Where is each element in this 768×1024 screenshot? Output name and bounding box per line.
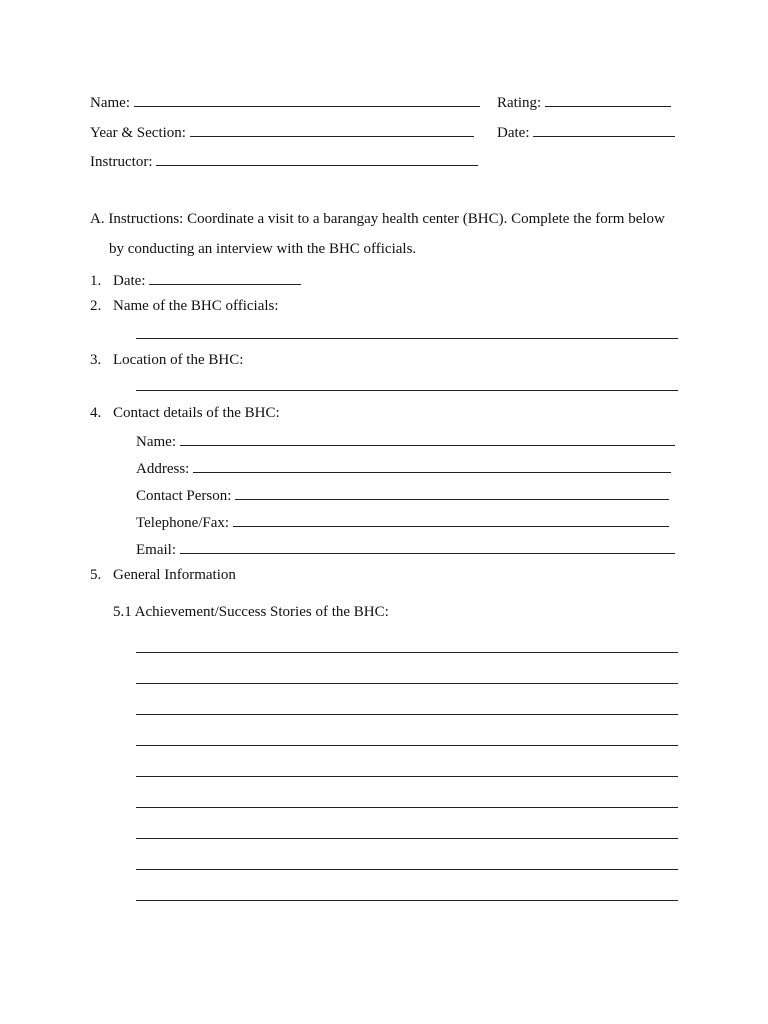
instructor-row [90,151,478,171]
answer-line[interactable] [136,683,678,684]
item-5-row [90,566,236,584]
answer-line[interactable] [136,776,678,777]
answer-line[interactable] [136,652,678,653]
item-4-label: Contact details of the BHC: [113,405,280,421]
contact-address-label: Address: [136,461,190,477]
contact-telephone-row [136,512,669,532]
year-section-row [90,122,474,142]
answer-line[interactable] [136,869,678,870]
rating-label: Rating: [497,95,542,111]
item-4-row [90,404,280,422]
contact-person-blank[interactable] [235,485,669,500]
item-2-row [90,297,279,315]
contact-address-row [136,458,671,478]
contact-name-label: Name: [136,434,176,450]
item-5-number: 5. [90,567,102,583]
contact-name-blank[interactable] [180,431,675,446]
answer-line[interactable] [136,807,678,808]
instructions-line-2 [109,240,416,258]
student-name-row [90,92,480,112]
contact-email-row [136,539,675,559]
contact-telephone-label: Telephone/Fax: [136,515,230,531]
rating-row [497,92,671,112]
item-1-label: Date: [113,273,146,289]
instructions-line-1 [90,210,665,228]
contact-person-label: Contact Person: [136,488,232,504]
contact-email-blank[interactable] [180,539,675,554]
item-2-number: 2. [90,298,102,314]
year-section-blank[interactable] [190,122,474,137]
answer-line[interactable] [136,900,678,901]
sub-item-5-1-label: 5.1 Achievement/Success Stories of the BHC: [113,604,389,620]
answer-line[interactable] [136,745,678,746]
item-5-label: General Information [113,567,236,583]
contact-telephone-blank[interactable] [233,512,669,527]
contact-person-row [136,485,669,505]
contact-name-row [136,431,675,451]
rating-blank[interactable] [545,92,671,107]
item-3-answer-line[interactable] [136,390,678,391]
answer-line[interactable] [136,714,678,715]
student-name-label: Name: [90,95,130,111]
item-2-answer-line[interactable] [136,338,678,339]
item-3-label: Location of the BHC: [113,352,244,368]
student-name-blank[interactable] [134,92,480,107]
item-3-row [90,351,243,369]
instructor-label: Instructor: [90,154,153,170]
date-row [497,122,675,142]
date-label: Date: [497,125,530,141]
instructor-blank[interactable] [156,151,478,166]
item-3-number: 3. [90,352,102,368]
year-section-label: Year & Section: [90,125,186,141]
item-4-number: 4. [90,405,102,421]
contact-address-blank[interactable] [193,458,671,473]
answer-line[interactable] [136,838,678,839]
item-2-label: Name of the BHC officials: [113,298,279,314]
instructions-text-2: by conducting an interview with the BHC officials. [109,241,417,257]
sub-item-5-1-row [113,603,389,621]
item-1-blank[interactable] [149,270,301,285]
item-1-number: 1. [90,273,102,289]
instructions-text-1: A. Instructions: Coordinate a visit to a barangay health center (BHC). Complete the form below [90,211,665,227]
contact-email-label: Email: [136,542,176,558]
date-blank[interactable] [533,122,675,137]
item-1-row [90,270,301,290]
